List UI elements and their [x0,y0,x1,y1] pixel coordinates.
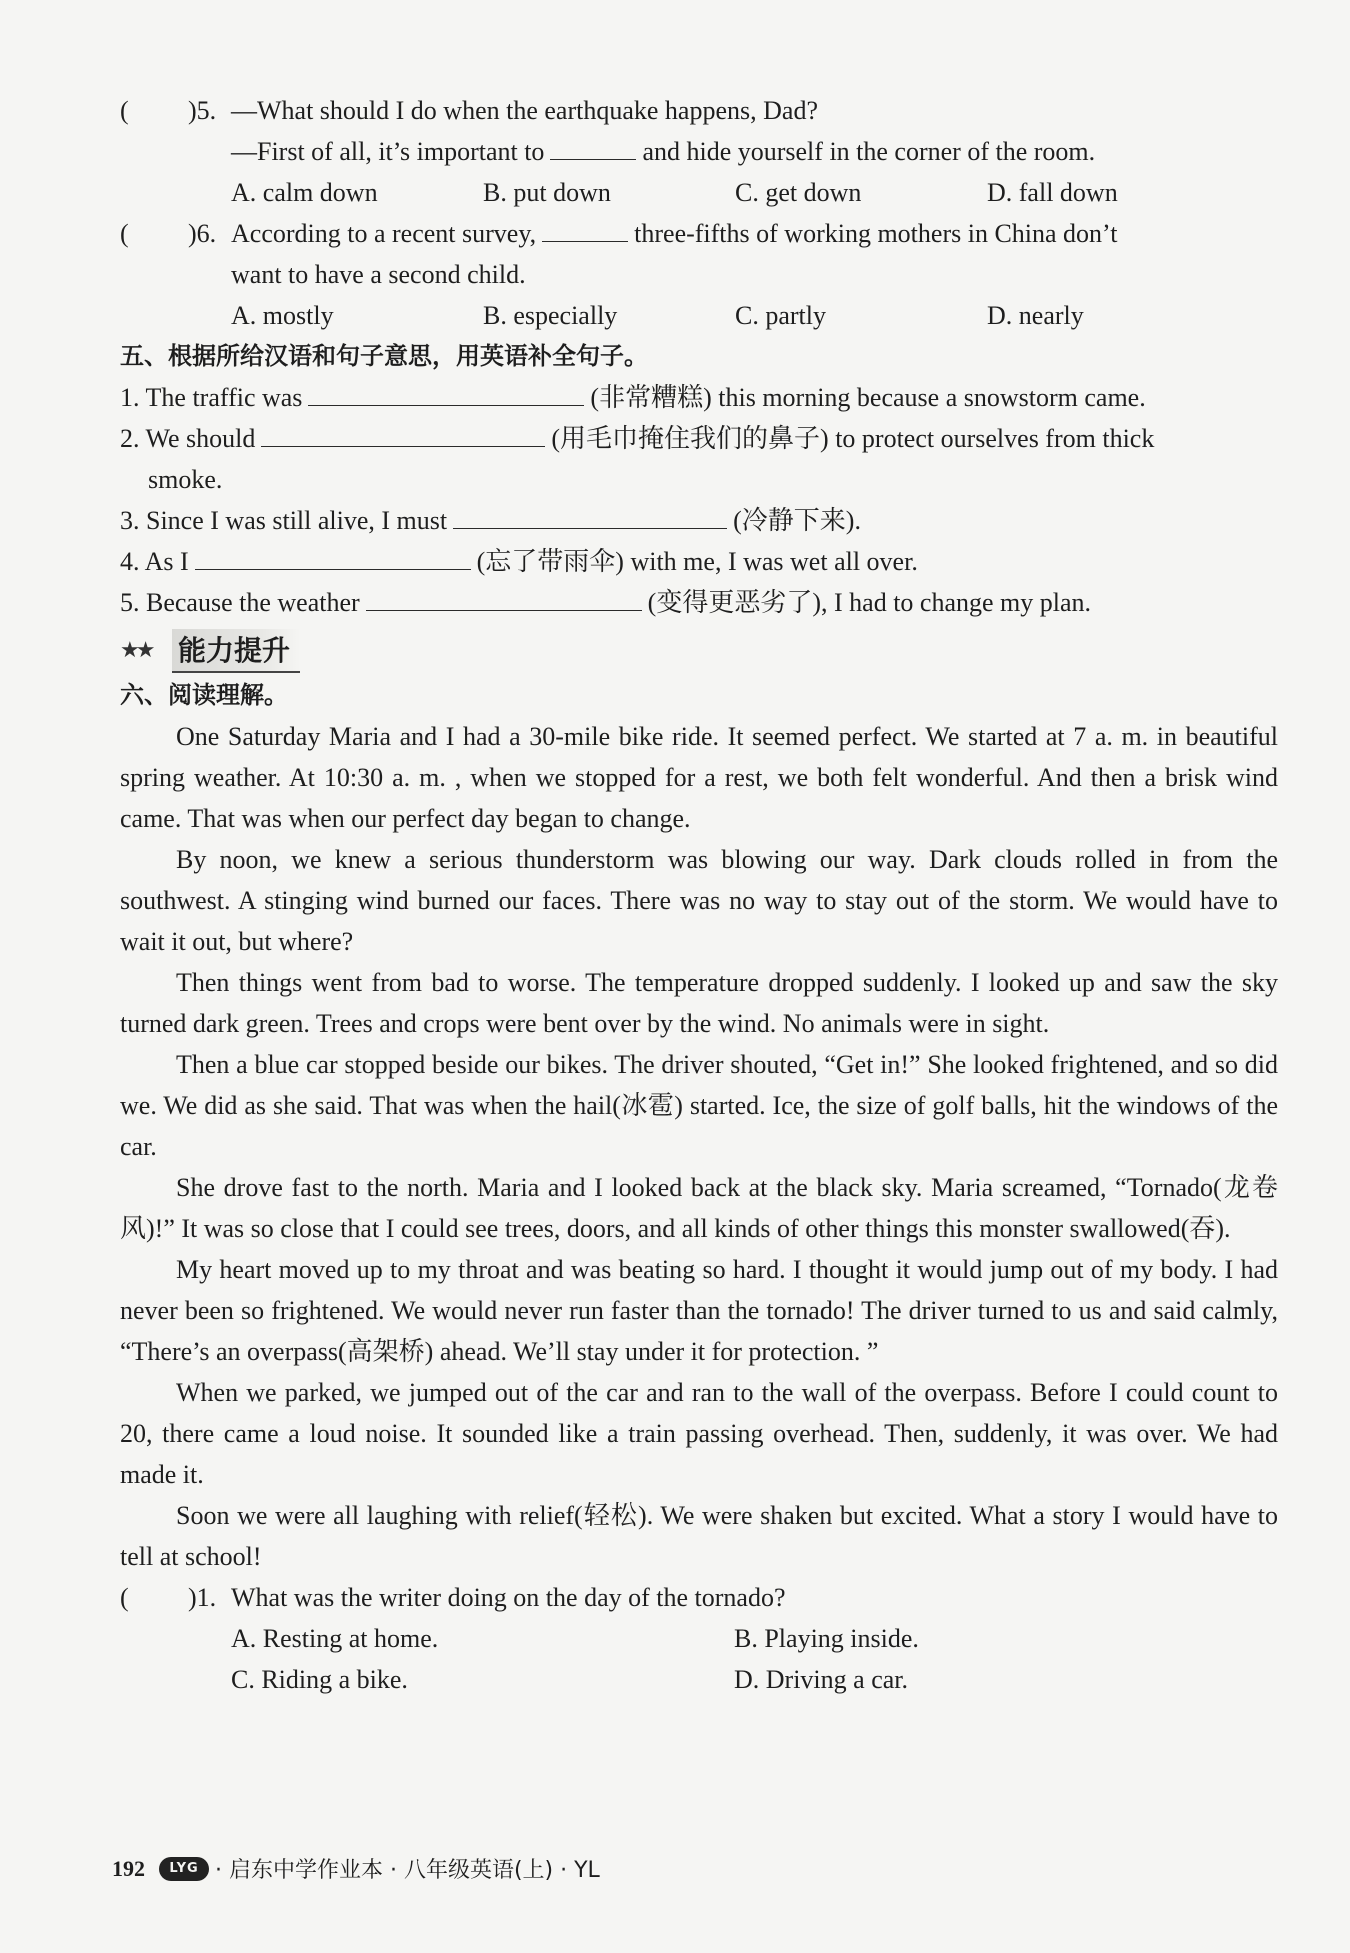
fill-sentence-3: 3. Since I was still alive, I must (冷静下来). [120,500,1278,541]
option-d: D. fall down [987,178,1118,207]
passage-paragraph: My heart moved up to my throat and was beating so hard. I thought it would jump out of my body. I had never been so frightened. We would never run faster than the tornado! The driver turned to us and said calmly, “There’s an overpass(高架桥) ahead. We’ll stay under it for protection. ” [120,1255,1278,1366]
option-c: C. partly [735,301,826,330]
option-a: A. Resting at home. [231,1624,439,1653]
fill-sentence-5: 5. Because the weather (变得更恶劣了), I had to change my plan. [120,582,1278,623]
answer-blank[interactable] [550,131,636,160]
option-b: B. put down [483,178,611,207]
option-b: B. Playing inside. [734,1624,919,1653]
reading-question-1-options-row1 [120,1618,1278,1659]
answer-blank[interactable] [261,418,545,447]
answer-blank[interactable] [195,541,471,570]
star-icon: ★★ [120,637,152,662]
fill-sentence-2: 2. We should (用毛巾掩住我们的鼻子) to protect ourselves from thick [120,418,1278,459]
page-footer [112,1853,600,1884]
fill-sentence-1: 1. The traffic was (非常糟糕) this morning because a snowstorm came. [120,377,1278,418]
mc-question-6: ( )6. According to a recent survey, three-fifths of working mothers in China don’t [120,213,1278,254]
section-5-heading: 五、根据所给汉语和句子意思，用英语补全句子。 [120,342,648,370]
section-6-heading: 六、阅读理解。 [120,681,288,709]
section-banner [120,627,1278,675]
passage-paragraph: When we parked, we jumped out of the car and ran to the wall of the overpass. Before I could count to 20, there came a loud noise. It sounded like a train passing overhead. Then, suddenly, it was over. We had made it. [120,1378,1278,1489]
answer-blank[interactable] [366,582,642,611]
fill-sentence-4: 4. As I (忘了带雨伞) with me, I was wet all over. [120,541,1278,582]
option-d: D. Driving a car. [734,1665,909,1694]
reading-question-1: ( )1. What was the writer doing on the day of the tornado? [120,1583,786,1612]
mc-question-5: ( )5. —What should I do when the earthquake happens, Dad? [120,96,818,125]
book-title: · 启东中学作业本 · 八年级英语(上) · YL [215,1858,600,1883]
reading-question-1-options-row2 [120,1659,1278,1700]
answer-blank[interactable] [453,500,727,529]
page-number: 192 [112,1855,145,1881]
passage-paragraph: By noon, we knew a serious thunderstorm was blowing our way. Dark clouds rolled in from the southwest. A stinging wind burned our faces. There was no way to stay out of the storm. We would have to wait it out, but where? [120,845,1278,956]
passage-paragraph: She drove fast to the north. Maria and I looked back at the black sky. Maria screamed, “Tornado(龙卷风)!” It was so close that I could see trees, doors, and all kinds of other things this monster swallowed(吞). [120,1173,1278,1243]
option-c: C. get down [735,178,862,207]
option-a: A. mostly [231,301,334,330]
page-content [120,90,1278,1700]
banner-title: 能力提升 [172,629,300,673]
option-b: B. especially [483,301,618,330]
mc-question-5-line2: —First of all, it’s important to and hide yourself in the corner of the room. [120,131,1278,172]
passage-paragraph: Then things went from bad to worse. The temperature dropped suddenly. I looked up and saw the sky turned dark green. Trees and crops were bent over by the wind. No animals were in sight. [120,968,1278,1038]
option-a: A. calm down [231,178,378,207]
option-c: C. Riding a bike. [231,1665,408,1694]
passage-paragraph: One Saturday Maria and I had a 30-mile bike ride. It seemed perfect. We started at 7 a. m. in beautiful spring weather. At 10:30 a. m. , when we stopped for a rest, we both felt wonderful. And then a brisk wind came. That was when our perfect day began to change. [120,722,1278,833]
mc-question-5-options [120,172,1278,213]
mc-question-6-line2: want to have a second child. [231,260,526,289]
passage-paragraph: Soon we were all laughing with relief(轻松). We were shaken but excited. What a story I would have to tell at school! [120,1501,1278,1571]
answer-blank[interactable] [308,377,584,406]
passage-paragraph: Then a blue car stopped beside our bikes. The driver shouted, “Get in!” She looked frightened, and so did we. We did as she said. That was when the hail(冰雹) started. Ice, the size of golf balls, hit the windows of the car. [120,1050,1278,1161]
mc-question-6-options [120,295,1278,336]
fill-sentence-2-cont: smoke. [148,465,223,494]
publisher-logo: LYG [159,1857,209,1881]
answer-blank[interactable] [542,213,628,242]
option-d: D. nearly [987,301,1084,330]
reading-passage [120,716,1278,1577]
